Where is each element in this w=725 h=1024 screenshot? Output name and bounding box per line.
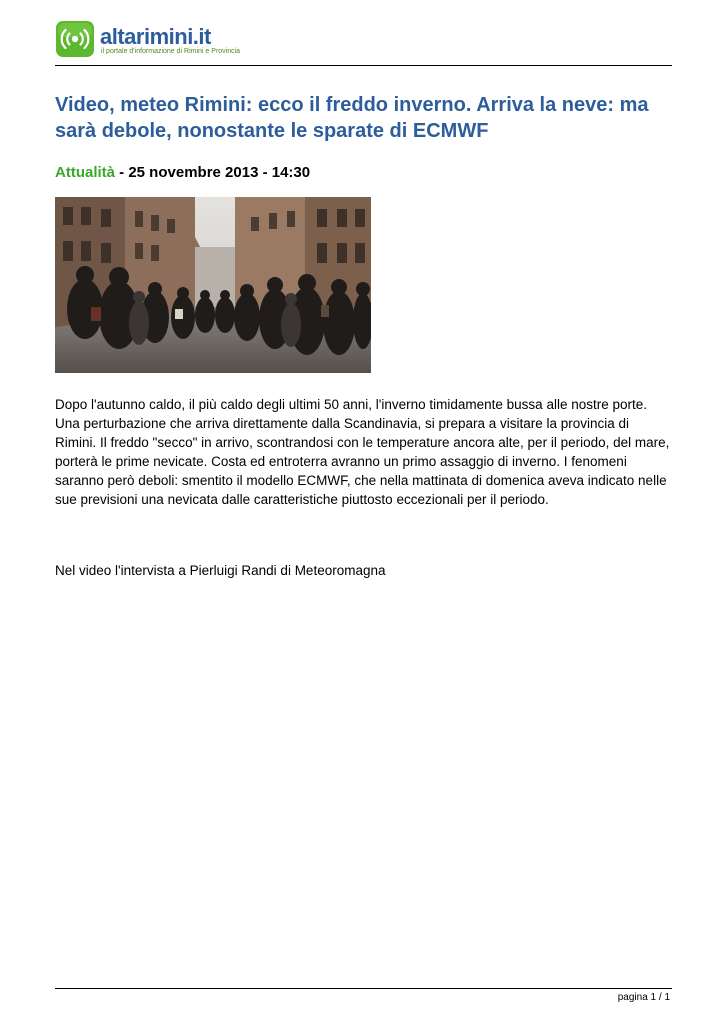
page-number: pagina 1 / 1 [617, 992, 670, 1003]
site-name: altarimini.it [100, 24, 211, 49]
article-photo [55, 197, 371, 373]
header-divider [55, 65, 672, 66]
site-logo[interactable] [55, 20, 255, 64]
article-category[interactable]: Attualità [55, 164, 115, 181]
article-body: Dopo l'autunno caldo, il più caldo degli ultimi 50 anni, l'inverno timidamente bussa alle nostre porte. Una perturbazione che arriva direttamente dalla Scandinavia, si prepara a visitare la provincia di Rimini. Il freddo "secco" in arrivo, scontrandosi con le temperature ancora alte, per il periodo, del mare, porterà le prime nevicate. Costa ed entroterra avranno un primo assaggio di inverno. I fenomeni saranno però deboli: smentito il modello ECMWF, che nella mattinata di domenica aveva indicato nelle sue previsioni una nevicata dalle caratteristiche piuttosto eccezionali per il periodo. [55, 397, 670, 507]
article-title: Video, meteo Rimini: ecco il freddo inverno. Arriva la neve: ma sarà debole, nonostante le sparate di ECMWF [55, 94, 649, 142]
street-crowd-photo [55, 197, 371, 373]
video-note: Nel video l'intervista a Pierluigi Randi di Meteoromagna [55, 563, 386, 578]
article-datetime: - 25 novembre 2013 - 14:30 [115, 164, 311, 181]
footer-divider [55, 988, 672, 989]
article-meta [55, 164, 310, 181]
site-tagline: il portale d'informazione di Rimini e Provincia [101, 48, 241, 55]
broadcast-signal-icon [55, 20, 95, 58]
